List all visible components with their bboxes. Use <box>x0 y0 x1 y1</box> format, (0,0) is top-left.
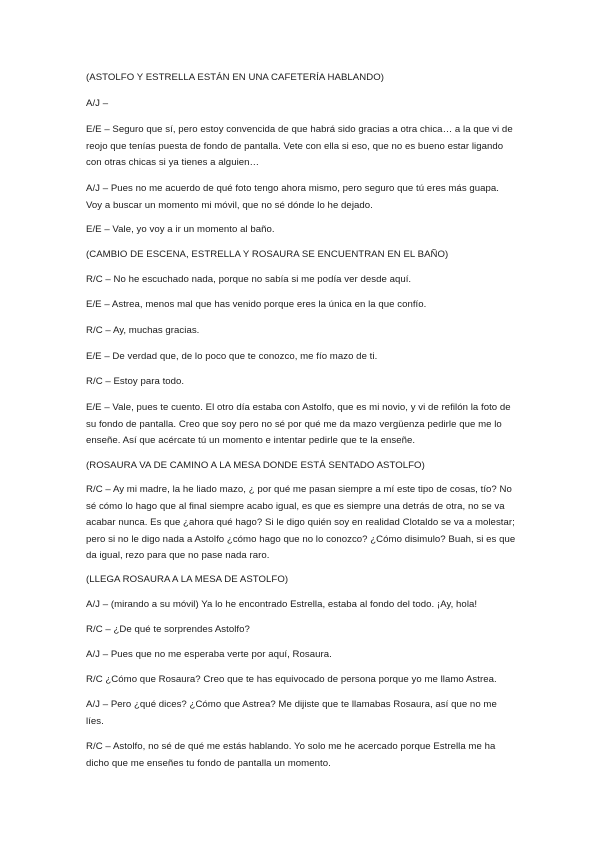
dialogue-line: A/J – <box>86 98 109 109</box>
stage-direction: (ROSAURA VA DE CAMINO A LA MESA DONDE ESTÁ SENTADO ASTOLFO) <box>86 460 425 471</box>
dialogue-line: A/J – Pero ¿qué dices? ¿Cómo que Astrea? Me dijiste que te llamabas Rosaura, así que no me líes. <box>86 699 497 727</box>
dialogue-line: R/C – No he escuchado nada, porque no sabía si me podía ver desde aquí. <box>86 274 412 285</box>
dialogue-line: E/E – De verdad que, de lo poco que te conozco, me fío mazo de ti. <box>86 351 378 362</box>
dialogue-line: R/C – Astolfo, no sé de qué me estás hablando. Yo solo me he acercado porque Estrella me ha dicho que me enseñes tu fondo de pantalla un momento. <box>86 741 496 769</box>
stage-direction: (ASTOLFO Y ESTRELLA ESTÁN EN UNA CAFETERÍA HABLANDO) <box>86 72 384 83</box>
dialogue-line: A/J – (mirando a su móvil) Ya lo he encontrado Estrella, estaba al fondo del todo. ¡Ay, hola! <box>86 599 478 610</box>
dialogue-line: E/E – Vale, pues te cuento. El otro día estaba con Astolfo, que es mi novio, y vi de refilón la foto de su fondo de pantalla. Creo que soy pero no sé por qué me da mazo vergüenza pedirle que me lo enseñe. Así que acércate tú un momento e intentar pedirle que te la enseñe. <box>86 402 511 446</box>
dialogue-line: A/J – Pues que no me esperaba verte por aquí, Rosaura. <box>86 649 332 660</box>
dialogue-line: E/E – Astrea, menos mal que has venido porque eres la única en la que confío. <box>86 299 427 310</box>
dialogue-line: A/J – Pues no me acuerdo de qué foto tengo ahora mismo, pero seguro que tú eres más guapa. Voy a buscar un momento mi móvil, que no sé dónde lo he dejado. <box>86 183 500 211</box>
dialogue-line: E/E – Vale, yo voy a ir un momento al baño. <box>86 224 275 235</box>
stage-direction: (LLEGA ROSAURA A LA MESA DE ASTOLFO) <box>86 574 289 585</box>
dialogue-line: R/C ¿Cómo que Rosaura? Creo que te has equivocado de persona porque yo me llamo Astrea. <box>86 674 497 685</box>
dialogue-line: R/C – ¿De qué te sorprendes Astolfo? <box>86 624 250 635</box>
dialogue-line: E/E – Seguro que sí, pero estoy convencida de que habrá sido gracias a otra chica… a la que vi de reojo que tenías puesta de fondo de pantalla. Vete con ella si eso, que no es bueno estar ligando con otras chicas si ya tienes a alguien… <box>86 124 513 168</box>
dialogue-line: R/C – Ay, muchas gracias. <box>86 325 200 336</box>
stage-direction: (CAMBIO DE ESCENA, ESTRELLA Y ROSAURA SE ENCUENTRAN EN EL BAÑO) <box>86 249 449 260</box>
dialogue-line: R/C – Estoy para todo. <box>86 376 185 387</box>
dialogue-line: R/C – Ay mi madre, la he liado mazo, ¿ por qué me pasan siempre a mí este tipo de cosas, tío? No sé cómo lo hago que al final siempre acabo igual, es que es siempre una detrás de otra, no se va acabar nunca. Es que ¿ahora qué hago? Si le digo quién soy en realidad Clotaldo se va a molestar; pero si no le digo nada a Astolfo ¿cómo hago que no lo conozco? ¿Cómo disimulo? Buah, si es que da igual, rezo para que no pase nada raro. <box>86 484 516 561</box>
